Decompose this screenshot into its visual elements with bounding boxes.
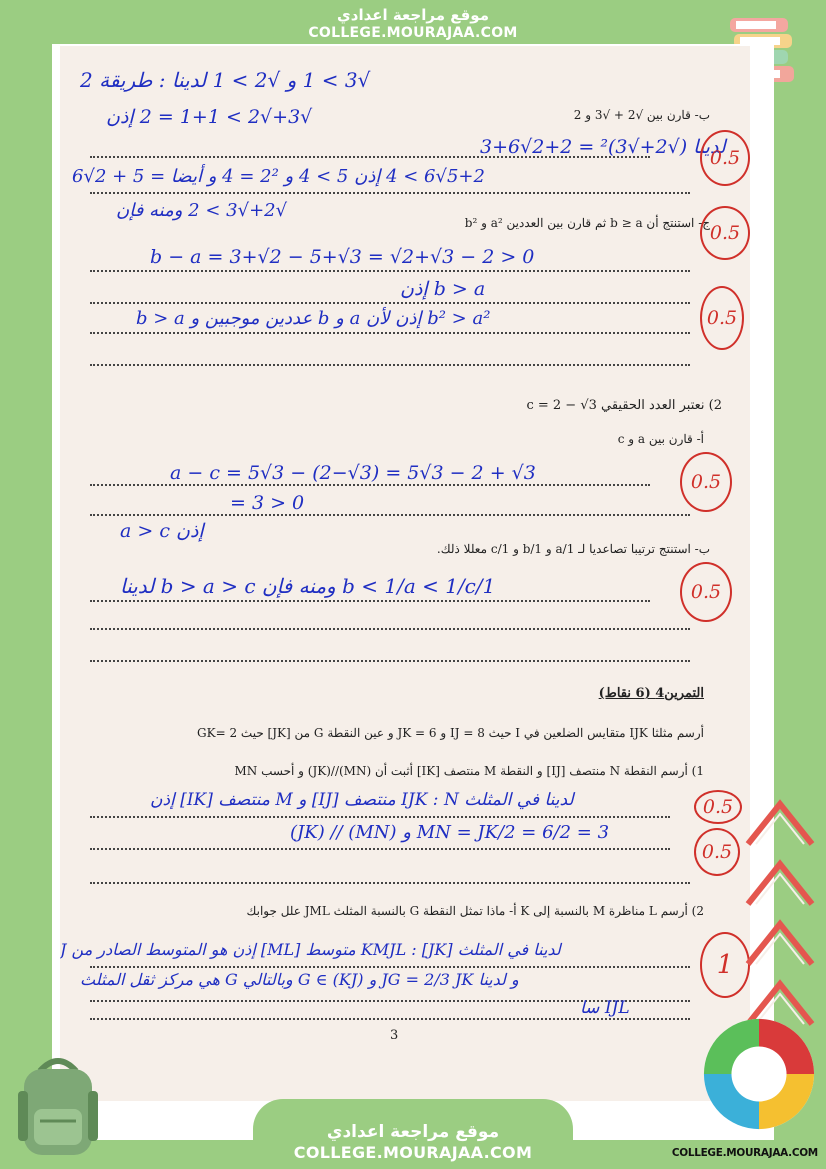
grade-mark: 0.5 bbox=[694, 828, 740, 876]
site-url[interactable]: COLLEGE.MOURAJAA.COM bbox=[308, 25, 518, 41]
dotted-line bbox=[90, 514, 690, 516]
logo-caption: COLLEGE.MOURAJAA.COM bbox=[672, 1146, 819, 1159]
exercise-4-intro: أرسم مثلثا IJK متقايس الضلعين في I حيث IJ = 8 و JK = 6 و عين النقطة G من [JK] حيث GK= 2 bbox=[197, 726, 704, 740]
handwritten-line-8: b² > a² إذن لأن a و b عددين موجبين و b > a bbox=[136, 308, 491, 329]
dotted-line bbox=[90, 484, 650, 486]
handwritten-line-14: MN = JK/2 = 6/2 = 3 و (MN) // (JK) bbox=[290, 822, 610, 843]
handwritten-line-16: و لدينا JG = 2/3 JK و G ∈ (KJ) وبالتالي G هي مركز ثقل المثلث bbox=[80, 970, 519, 989]
exercise-4-part-1: 1) أرسم النقطة N منتصف [IJ] و النقطة M منتصف [IK] أثبت أن (MN)//(JK) و أحسب MN bbox=[234, 764, 704, 778]
dotted-line bbox=[90, 1018, 690, 1020]
handwritten-line-7: b > a إذن bbox=[400, 278, 486, 300]
handwritten-line-1: √3 > 1 و √2 > 1 لدينا : طريقة 2 bbox=[80, 68, 371, 92]
dotted-line bbox=[90, 600, 650, 602]
exercise-4-title: التمرين4 (6 نقاط) bbox=[598, 686, 704, 701]
handwritten-line-12: 1/b < 1/a < 1/c ومنه فإن b > a > c لدينا bbox=[120, 574, 496, 598]
page-number: 3 bbox=[390, 1028, 399, 1043]
chevron-icon bbox=[740, 790, 820, 850]
grade-mark: 0.5 bbox=[680, 562, 732, 622]
dotted-line bbox=[90, 270, 690, 272]
grade-mark: 1 bbox=[700, 932, 750, 998]
handwritten-line-13: لدينا في المثلث IJK : N منتصف [IJ] و M منتصف [IK] إذن bbox=[150, 790, 574, 810]
dotted-line bbox=[90, 628, 690, 630]
handwritten-line-4: 5+2√6 > 4 إذن 5 > 4 و 2² = 4 و أيضا = 5 + 2√6 bbox=[72, 166, 485, 187]
handwritten-line-15: لدينا في المثلث KMJL : [JK] متوسط [ML] إذن هو المتوسط الصادر من J bbox=[60, 940, 561, 959]
exam-sheet bbox=[60, 46, 750, 1101]
question-b: ب- قارن بين √2 + √3 و 2 bbox=[573, 108, 710, 122]
exercise-4-part-2: 2) أرسم L مناظرة M بالنسبة إلى K أ- ماذا تمثل النقطة G بالنسبة المثلث JML علل جوابك bbox=[246, 904, 704, 918]
handwritten-line-6: b − a = 3+√2 − 5+√3 = √2+√3 − 2 > 0 bbox=[150, 246, 535, 268]
question-2: 2) نعتبر العدد الحقيقي c = 2 − √3 bbox=[526, 398, 722, 413]
dotted-line bbox=[90, 848, 670, 850]
dotted-line bbox=[90, 364, 690, 366]
handwritten-line-9: a − c = 5√3 − (2−√3) = 5√3 − 2 + √3 bbox=[170, 462, 536, 484]
school-logo-icon bbox=[700, 1015, 818, 1133]
dotted-line bbox=[90, 882, 690, 884]
dotted-line bbox=[90, 302, 690, 304]
site-url[interactable]: COLLEGE.MOURAJAA.COM bbox=[293, 1143, 533, 1162]
chevron-icon bbox=[740, 910, 820, 970]
chevron-icon bbox=[740, 850, 820, 910]
grade-mark: 0.5 bbox=[694, 790, 742, 824]
dotted-line bbox=[90, 966, 690, 968]
site-name-arabic: موقع مراجعة اعدادي bbox=[326, 1122, 500, 1142]
dotted-line bbox=[90, 332, 690, 334]
grade-mark: 0.5 bbox=[700, 286, 744, 350]
question-c: ج- استنتج أن b ≥ a ثم قارن بين العددين a² و b² bbox=[464, 216, 710, 230]
grade-mark: 0.5 bbox=[680, 452, 732, 512]
handwritten-line-11: إذن a > c bbox=[120, 520, 204, 542]
question-2b: ب- استنتج ترتيبا تصاعديا لـ 1/a و 1/b و 1/c معللا ذلك. bbox=[436, 542, 710, 556]
handwritten-line-2: √3+√2 > 1+1 = 2 إذن bbox=[106, 106, 313, 128]
handwritten-line-3: لدينا (√2+√3)² = 2+2√6+3 bbox=[480, 136, 726, 158]
dotted-line bbox=[90, 660, 690, 662]
question-2a: أ- قارن بين a و c bbox=[617, 432, 704, 446]
dotted-line bbox=[90, 192, 690, 194]
dotted-line bbox=[90, 816, 670, 818]
handwritten-line-5: √2+√3 > 2 ومنه فإن bbox=[116, 200, 288, 221]
backpack-icon bbox=[10, 1051, 106, 1161]
handwritten-line-17: IJL سا bbox=[580, 998, 630, 1018]
grade-mark: 0.5 bbox=[700, 130, 750, 186]
site-name-arabic: موقع مراجعة اعدادي bbox=[337, 6, 489, 24]
site-banner-bottom bbox=[253, 1099, 573, 1169]
grade-mark: 0.5 bbox=[700, 206, 750, 260]
handwritten-line-10: = 3 > 0 bbox=[230, 492, 305, 514]
